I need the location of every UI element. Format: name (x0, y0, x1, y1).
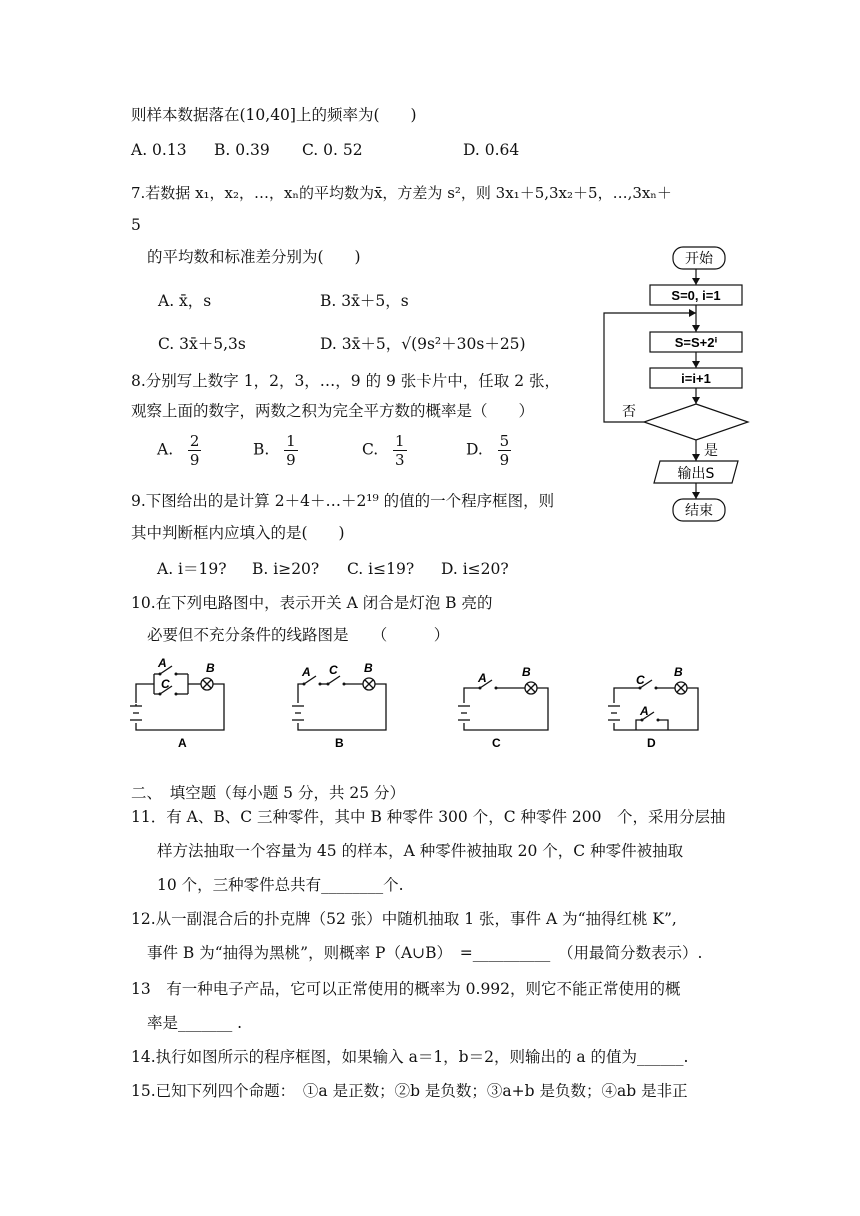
svg-text:A: A (640, 704, 649, 718)
flowchart-no-label: 否 (622, 404, 636, 420)
flowchart (600, 242, 760, 527)
q11-line1: 11．有 A、B、C 三种零件，其中 B 种零件 300 个，C 种零件 200 个，采用分层抽 (131, 808, 726, 826)
flowchart-start-label: 开始 (685, 251, 713, 267)
circuit-a (128, 658, 238, 750)
q9-stem-line2: 其中判断框内应填入的是( ) (131, 524, 345, 542)
svg-text:B: B (674, 665, 683, 679)
svg-text:C: C (329, 663, 338, 677)
q7-option-c: C. 3x̄＋5,3s (158, 335, 246, 353)
q6-option-a: A. 0.13 (131, 141, 187, 159)
q8-stem: 8.分别写上数字 1，2，3，…，9 的 9 张卡片中，任取 2 张， (131, 372, 561, 390)
q13-line2: 率是_______ . (147, 1014, 243, 1032)
flowchart-yes-label: 是 (704, 443, 718, 459)
q12-line1: 12.从一副混合后的扑克牌（52 张）中随机抽取 1 张，事件 A 为“抽得红桃 K”, (131, 910, 677, 928)
flowchart-update-label: S=S+2ⁱ (674, 335, 718, 350)
svg-text:B: B (522, 665, 531, 679)
q7-stem-line2: 的平均数和标准差分别为( ) (147, 248, 361, 266)
q7-stem-wrap: 5 (131, 216, 141, 234)
section-heading: 二、 填空题（每小题 5 分，共 25 分） (131, 784, 406, 802)
q9-stem: 9.下图给出的是计算 2＋4＋…＋2¹⁹ 的值的一个程序框图，则 (131, 492, 555, 510)
q9-option-d: D. i≤20? (441, 560, 509, 578)
q9-option-c: C. i≤19? (347, 560, 415, 578)
q7-option-d: D. 3x̄＋5，√(9s²＋30s＋25) (320, 335, 526, 353)
q10-stem: 10.在下列电路图中，表示开关 A 闭合是灯泡 B 亮的 (131, 594, 493, 612)
q11-line2: 样方法抽取一个容量为 45 的样本，A 种零件被抽取 20 个，C 种零件被抽取 (157, 842, 684, 860)
flowchart-decision-node (644, 404, 748, 440)
svg-text:D: D (647, 736, 656, 750)
q8-stem-line2: 观察上面的数字，两数之积为完全平方数的概率是（ ） (131, 402, 535, 420)
circuit-c (452, 658, 562, 750)
fraction: $\frac{5}{9}$ (499, 432, 510, 469)
flowchart-end-label: 结束 (685, 503, 713, 519)
fraction: $\frac{1}{3}$ (395, 432, 405, 469)
q14-line: 14.执行如图所示的程序框图，如果输入 a＝1，b＝2，则输出的 a 的值为______. (131, 1048, 689, 1066)
q7-option-a: A. x̄，s (158, 292, 212, 310)
svg-text:C: C (636, 673, 645, 687)
q12-line2: 事件 B 为“抽得为黑桃”，则概率 P（A∪B） =__________ （用最简分数表示）. (147, 944, 703, 962)
q6-option-d: D. 0.64 (463, 141, 520, 159)
q15-line: 15.已知下列四个命题： ①a 是正数；②b 是负数；③a+b 是负数；④ab 是非正 (131, 1082, 688, 1100)
q10-stem-line2: 必要但不充分条件的线路图是 （ ） (147, 626, 450, 644)
svg-text:A: A (478, 671, 487, 685)
svg-text:A: A (302, 665, 311, 679)
q8-option-d: D. $\frac{5}{9}$ (466, 432, 510, 469)
flowchart-incr-label: i=i+1 (681, 371, 711, 386)
fraction: $\frac{2}{9}$ (189, 432, 200, 469)
svg-text:B: B (335, 736, 344, 750)
q13-line1: 13 有一种电子产品，它可以正常使用的概率为 0.992，则它不能正常使用的概 (131, 980, 681, 998)
q6-option-c: C. 0. 52 (302, 141, 363, 159)
q9-option-b: B. i≥20? (252, 560, 320, 578)
svg-text:A: A (178, 736, 187, 750)
circuit-d (602, 658, 712, 750)
q11-line3: 10 个，三种零件总共有________个. (157, 876, 404, 894)
q7-stem: 7.若数据 x₁，x₂，…，xₙ的平均数为x̄，方差为 s²，则 3x₁＋5,3x₂＋5，…,3xₙ＋ (131, 184, 672, 202)
svg-text:C: C (492, 736, 501, 750)
circuit-b (290, 658, 400, 750)
q6-stem: 则样本数据落在(10,40]上的频率为( ) (131, 106, 417, 124)
svg-text:C: C (161, 677, 170, 691)
q9-option-a: A. i＝19? (157, 560, 227, 578)
svg-text:B: B (206, 661, 215, 675)
flowchart-init-label: S=0, i=1 (671, 288, 721, 303)
q8-option-b: B. $\frac{1}{9}$ (253, 432, 296, 469)
fraction: $\frac{1}{9}$ (286, 432, 296, 469)
q7-option-b: B. 3x̄＋5，s (320, 292, 409, 310)
q8-option-c: C. $\frac{1}{3}$ (362, 432, 405, 469)
q8-option-a: A. $\frac{2}{9}$ (157, 432, 200, 469)
q6-option-b: B. 0.39 (214, 141, 270, 159)
svg-text:A: A (158, 658, 167, 670)
flowchart-output-label: 输出S (677, 466, 715, 482)
svg-text:B: B (364, 661, 373, 675)
